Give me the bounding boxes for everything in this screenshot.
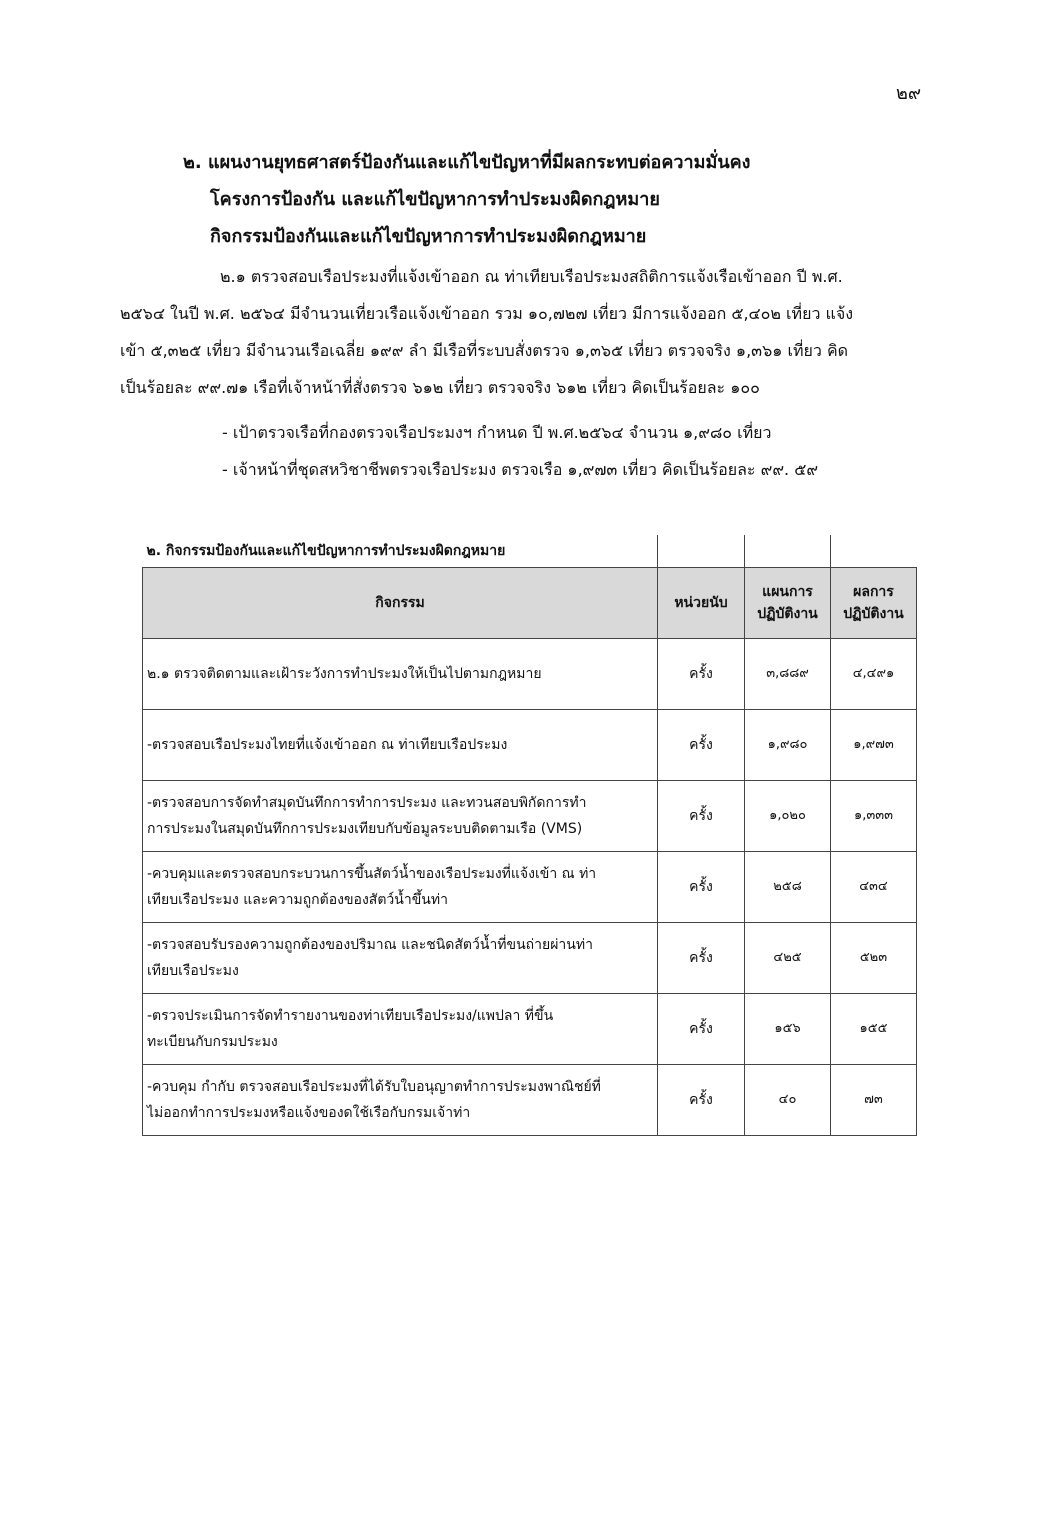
header-result bbox=[831, 568, 917, 639]
activity-text: -ตรวจสอบการจัดทำสมุดบันทึกการทำการประมง และทวนสอบพิกัดการทำ bbox=[147, 795, 587, 811]
header-result-line1: ผลการ bbox=[853, 584, 894, 600]
activity-text: เทียบเรือประมง และความถูกต้องของสัตว์น้ำขึ้นท่า bbox=[147, 892, 448, 908]
plan-cell: ๓,๘๘๙ bbox=[745, 639, 831, 710]
plan-cell: ๔๒๕ bbox=[745, 923, 831, 994]
result-cell: ๑,๙๗๓ bbox=[831, 710, 917, 781]
empty-cell bbox=[831, 535, 917, 568]
activity-text: -ควบคุมและตรวจสอบกระบวนการขึ้นสัตว์น้ำของเรือประมงที่แจ้งเข้า ณ ท่า bbox=[147, 866, 597, 882]
header-plan bbox=[745, 568, 831, 639]
unit-cell: ครั้ง bbox=[658, 1065, 745, 1136]
activity-cell bbox=[143, 923, 658, 994]
activity-cell bbox=[143, 639, 658, 710]
activity-text: -ตรวจประเมินการจัดทำรายงานของท่าเทียบเรือประมง/แพปลา ที่ขึ้น bbox=[147, 1008, 554, 1024]
table-row bbox=[143, 923, 917, 994]
table-row bbox=[143, 781, 917, 852]
paragraph-line: ๒.๑ ตรวจสอบเรือประมงที่แจ้งเข้าออก ณ ท่าเทียบเรือประมงสถิติการแจ้งเรือเข้าออก ปี พ.ศ. bbox=[220, 267, 843, 286]
page-number: ๒๙ bbox=[896, 83, 922, 104]
header-unit: หน่วยนับ bbox=[658, 568, 745, 639]
bullet-item: - เป้าตรวจเรือที่กองตรวจเรือประมงฯ กำหนด ปี พ.ศ.๒๕๖๔ จำนวน ๑,๙๘๐ เที่ยว bbox=[222, 423, 772, 442]
result-cell: ๕๒๓ bbox=[831, 923, 917, 994]
table-header-row bbox=[143, 568, 917, 639]
activity-cell bbox=[143, 781, 658, 852]
result-cell: ๑,๓๓๓ bbox=[831, 781, 917, 852]
activity-table bbox=[142, 535, 917, 1136]
empty-cell bbox=[658, 535, 745, 568]
header-plan-line2: ปฏิบัติงาน bbox=[757, 606, 818, 622]
statistics-paragraph bbox=[120, 258, 935, 406]
table-row bbox=[143, 639, 917, 710]
activity-text: การประมงในสมุดบันทึกการประมงเทียบกับข้อมูลระบบติดตามเรือ (VMS) bbox=[147, 821, 583, 837]
section-heading: ๒. แผนงานยุทธศาสตร์ป้องกันและแก้ไขปัญหาที่มีผลกระทบต่อความมั่นคง bbox=[183, 152, 751, 173]
activity-text: ไม่ออกทำการประมงหรือแจ้งของดใช้เรือกับกรมเจ้าท่า bbox=[147, 1105, 471, 1121]
unit-cell: ครั้ง bbox=[658, 852, 745, 923]
paragraph-line: ๒๕๖๔ ในปี พ.ศ. ๒๕๖๔ มีจำนวนเที่ยวเรือแจ้งเข้าออก รวม ๑๐,๗๒๗ เที่ยว มีการแจ้งออก ๕,๔๐๒ เที่ยว แจ้ง bbox=[120, 304, 854, 323]
unit-cell: ครั้ง bbox=[658, 994, 745, 1065]
plan-cell: ๑,๙๘๐ bbox=[745, 710, 831, 781]
result-cell: ๗๓ bbox=[831, 1065, 917, 1136]
header-plan-line1: แผนการ bbox=[762, 584, 813, 600]
plan-cell: ๔๐ bbox=[745, 1065, 831, 1136]
table-caption: ๒. กิจกรรมป้องกันและแก้ไขปัญหาการทำประมงผิดกฎหมาย bbox=[143, 535, 658, 568]
project-heading: โครงการป้องกัน และแก้ไขปัญหาการทำประมงผิดกฎหมาย bbox=[210, 189, 660, 210]
header-result-line2: ปฏิบัติงาน bbox=[843, 606, 904, 622]
table-caption-row bbox=[143, 535, 917, 568]
activity-text: -ควบคุม กำกับ ตรวจสอบเรือประมงที่ได้รับใบอนุญาตทำการประมงพาณิชย์ที่ bbox=[147, 1079, 601, 1095]
table-row bbox=[143, 1065, 917, 1136]
activity-text: เทียบเรือประมง bbox=[147, 963, 239, 979]
result-cell: ๑๕๕ bbox=[831, 994, 917, 1065]
header-activity: กิจกรรม bbox=[143, 568, 658, 639]
table-row bbox=[143, 994, 917, 1065]
unit-cell: ครั้ง bbox=[658, 639, 745, 710]
unit-cell: ครั้ง bbox=[658, 710, 745, 781]
unit-cell: ครั้ง bbox=[658, 781, 745, 852]
plan-cell: ๑๕๖ bbox=[745, 994, 831, 1065]
plan-cell: ๑,๐๒๐ bbox=[745, 781, 831, 852]
result-cell: ๔๓๔ bbox=[831, 852, 917, 923]
unit-cell: ครั้ง bbox=[658, 923, 745, 994]
table-row bbox=[143, 852, 917, 923]
activity-heading: กิจกรรมป้องกันและแก้ไขปัญหาการทำประมงผิดกฎหมาย bbox=[210, 226, 647, 247]
activity-text: ๒.๑ ตรวจติดตามและเฝ้าระวังการทำประมงให้เป็นไปตามกฎหมาย bbox=[147, 666, 542, 682]
paragraph-line: เข้า ๕,๓๒๕ เที่ยว มีจำนวนเรือเฉลี่ย ๑๙๙ ลำ มีเรือที่ระบบสั่งตรวจ ๑,๓๖๕ เที่ยว ตรวจจริง ๑,๓๖๑ เที่ยว คิด bbox=[120, 341, 849, 360]
result-cell: ๔,๔๙๑ bbox=[831, 639, 917, 710]
activity-text: -ตรวจสอบเรือประมงไทยที่แจ้งเข้าออก ณ ท่าเทียบเรือประมง bbox=[147, 737, 508, 753]
activity-cell bbox=[143, 710, 658, 781]
paragraph-line: เป็นร้อยละ ๙๙.๗๑ เรือที่เจ้าหน้าที่สั่งตรวจ ๖๑๒ เที่ยว ตรวจจริง ๖๑๒ เที่ยว คิดเป็นร้อยละ ๑๐๐ bbox=[120, 378, 760, 397]
activity-text: ทะเบียนกับกรมประมง bbox=[147, 1034, 278, 1050]
activity-cell bbox=[143, 852, 658, 923]
empty-cell bbox=[745, 535, 831, 568]
bullet-item: - เจ้าหน้าที่ชุดสหวิชาชีพตรวจเรือประมง ตรวจเรือ ๑,๙๗๓ เที่ยว คิดเป็นร้อยละ ๙๙. ๕๙ bbox=[222, 460, 819, 479]
plan-cell: ๒๕๘ bbox=[745, 852, 831, 923]
table-row bbox=[143, 710, 917, 781]
activity-cell bbox=[143, 1065, 658, 1136]
activity-cell bbox=[143, 994, 658, 1065]
activity-text: -ตรวจสอบรับรองความถูกต้องของปริมาณ และชนิดสัตว์น้ำที่ขนถ่ายผ่านท่า bbox=[147, 937, 593, 953]
